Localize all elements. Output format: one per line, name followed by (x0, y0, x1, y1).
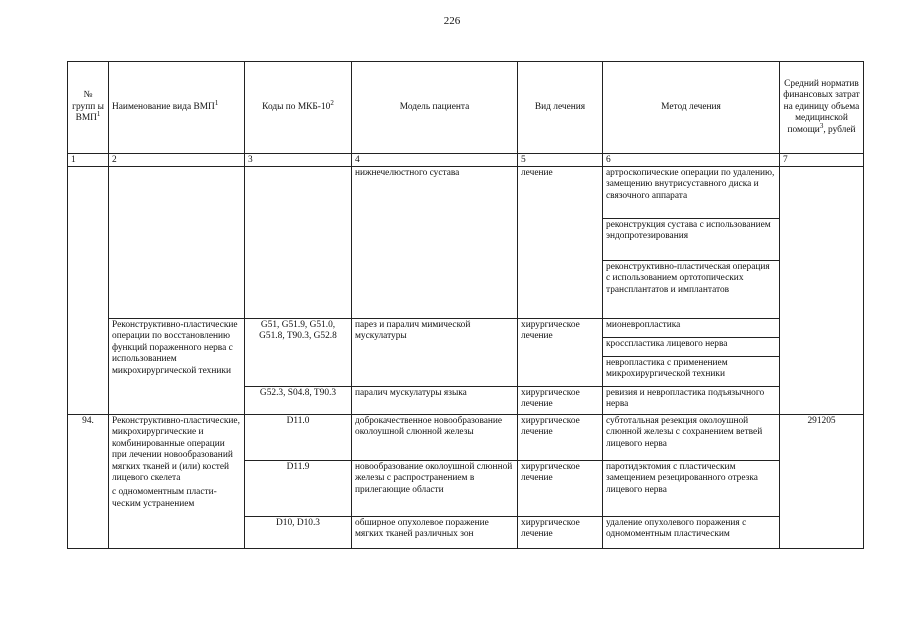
patient-model-cell: парез и паралич мимической мускулатуры (352, 319, 518, 387)
col-number: 3 (245, 154, 352, 167)
treatment-kind-cell: хирургическое лечение (518, 517, 603, 549)
icd-codes-cell: D10, D10.3 (245, 517, 352, 549)
header-patient-model: Модель пациента (352, 62, 518, 154)
treatment-kind-cell: хирургическое лечение (518, 461, 603, 517)
col-number: 5 (518, 154, 603, 167)
vmp-name-cell (109, 167, 245, 319)
patient-model-cell: обширное опухолевое поражение мягких тканей различных зон (352, 517, 518, 549)
col-number: 2 (109, 154, 245, 167)
vmp-name-text: Реконструктивно-пластические, микрохирургические и комбинированные операции при лечении новообразований мягких тканей и (или) костей лицевого скелета (112, 416, 240, 484)
table-row (68, 319, 864, 338)
icd-codes-cell (245, 167, 352, 319)
patient-model-cell: новообразование околоушной слюнной железы с распространением в прилегающие области (352, 461, 518, 517)
header-row (68, 62, 864, 154)
header-vmp-name: Наименование вида ВМП$^1$ (109, 62, 245, 154)
avg-cost-cell (780, 167, 864, 415)
vmp-name-cell: Реконструктивно-пластические операции по восстановлению функций пораженного нерва с использованием микрохирургической техники (109, 319, 245, 415)
header-treatment-kind: Вид лечения (518, 62, 603, 154)
method-cell: реконструктивно-пластическая операция с использованием ортотопических трансплантатов и имплантатов (603, 261, 780, 319)
vmp-name-continuation: с одномоментным пласти-ческим устранением (112, 487, 217, 509)
method-cell: ревизия и невропластика подъязычного нерва (603, 387, 780, 415)
avg-cost-cell: 291205 (780, 415, 864, 549)
treatment-kind-cell: лечение (518, 167, 603, 319)
icd-codes-cell: G52.3, S04.8, T90.3 (245, 387, 352, 415)
method-cell: реконструкция сустава с использованием эндопротезирования (603, 219, 780, 261)
header-group-number: № групп ы ВМП$^1$ (68, 62, 109, 154)
header-treatment-method: Метод лечения (603, 62, 780, 154)
method-cell: удаление опухолевого поражения с одномоментным пластическим (603, 517, 780, 549)
method-cell: кросспластика лицевого нерва (603, 338, 780, 357)
table-row (68, 415, 864, 461)
patient-model-cell: доброкачественное новообразование околоушной слюнной железы (352, 415, 518, 461)
vmp-name-cell (109, 415, 245, 549)
icd-codes-cell: D11.9 (245, 461, 352, 517)
treatment-kind-cell: хирургическое лечение (518, 387, 603, 415)
page-number: 226 (443, 15, 461, 27)
method-cell: мионевропластика (603, 319, 780, 338)
table-row (68, 167, 864, 219)
method-cell: паротидэктомия с пластическим замещением резецированного отрезка лицевого нерва (603, 461, 780, 517)
header-icd-codes: Коды по МКБ-$10^2$ (245, 62, 352, 154)
icd-codes-cell: D11.0 (245, 415, 352, 461)
treatment-kind-cell: хирургическое лечение (518, 319, 603, 387)
col-number: 7 (780, 154, 864, 167)
method-cell: субтотальная резекция околоушной слюнной железы с сохранением ветвей лицевого нерва (603, 415, 780, 461)
col-number: 1 (68, 154, 109, 167)
icd-codes-cell: G51, G51.9, G51.0, G51.8, T90.3, G52.8 (245, 319, 352, 387)
treatment-kind-cell: хирургическое лечение (518, 415, 603, 461)
patient-model-cell: паралич мускулатуры языка (352, 387, 518, 415)
vmp-table (67, 61, 864, 549)
method-cell: артроскопические операции по удалению, замещению внутрисуставного диска и связочного аппарата (603, 167, 780, 219)
col-number: 6 (603, 154, 780, 167)
group-number-cell (68, 167, 109, 415)
patient-model-cell: нижнечелюстного сустава (352, 167, 518, 319)
header-avg-cost: Средний норматив финансовых затрат на единицу объема медицинской помощи$^3$, рублей (780, 62, 864, 154)
method-cell: невропластика с применением микрохирургической техники (603, 357, 780, 387)
column-numbers-row (68, 154, 864, 167)
group-number-cell: 94. (68, 415, 109, 549)
col-number: 4 (352, 154, 518, 167)
